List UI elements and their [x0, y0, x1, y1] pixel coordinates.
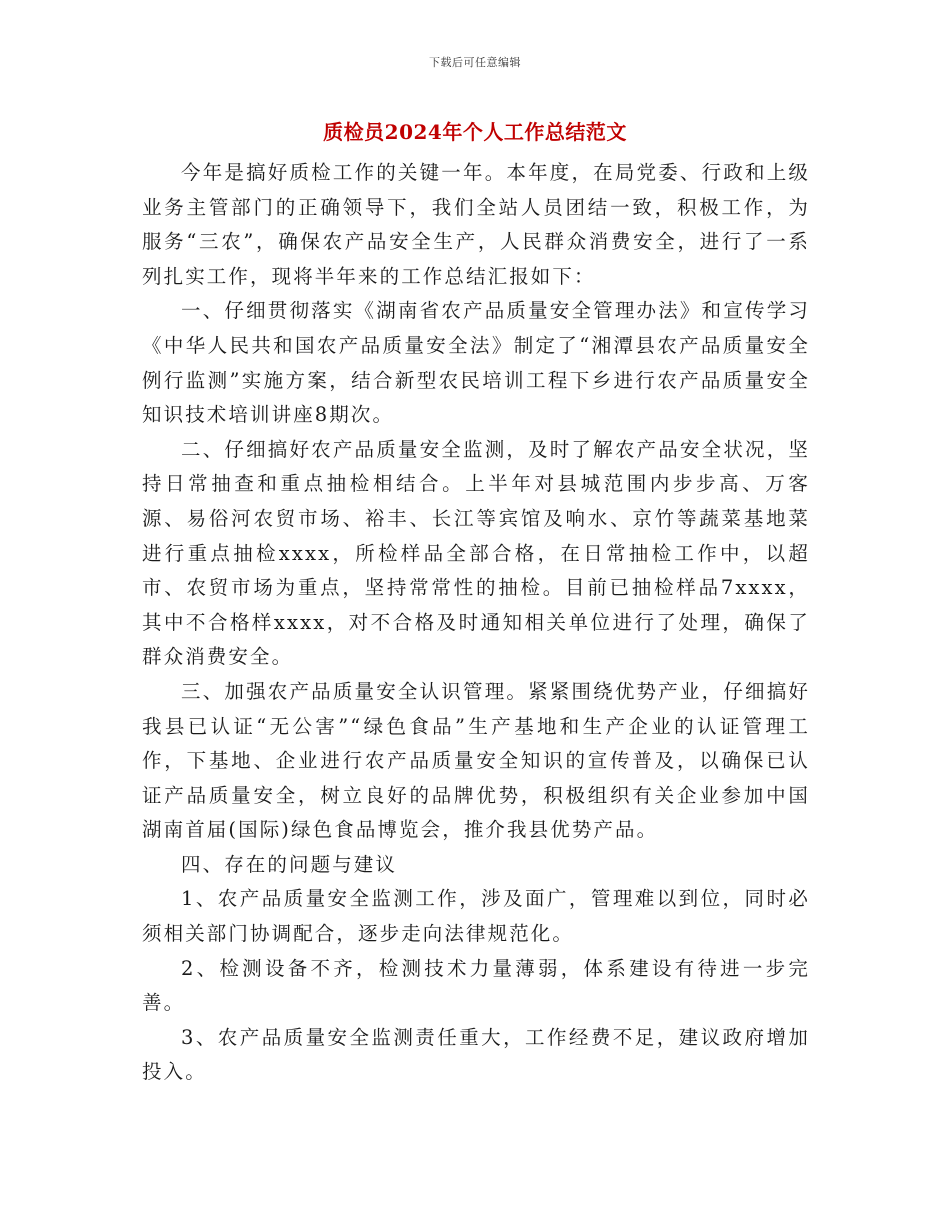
paragraph-suggestion-3: 3、农产品质量安全监测责任重大，工作经费不足，建议政府增加投入。: [142, 1025, 810, 1084]
paragraph-suggestion-2: 2、检测设备不齐，检测技术力量薄弱，体系建设有待进一步完善。: [142, 956, 810, 1015]
paragraph-section-2: 二、仔细搞好农产品质量安全监测，及时了解农产品安全状况，坚持日常抽查和重点抽检相结合。上半年对县城范围内步步高、万客源、易俗河农贸市场、裕丰、长江等宾馆及响水、京竹等蔬菜基地菜进行重点抽检xxxx，所检样品全部合格，在日常抽检工作中，以超市、农贸市场为重点，坚持常常性的抽检。目前已抽检样品7xxxx，其中不合格样xxxx，对不合格及时通知相关单位进行了处理，确保了群众消费安全。: [142, 437, 810, 669]
paragraph-intro: 今年是搞好质检工作的关键一年。本年度，在局党委、行政和上级业务主管部门的正确领导下，我们全站人员团结一致，积极工作，为服务“三农”，确保农产品安全生产，人民群众消费安全，进行了一系列扎实工作，现将半年来的工作总结汇报如下：: [142, 161, 810, 288]
paragraph-suggestion-1: 1、农产品质量安全监测工作，涉及面广，管理难以到位，同时必须相关部门协调配合，逐步走向法律规范化。: [142, 887, 810, 946]
header-note: 下载后可任意编辑: [429, 56, 521, 69]
document-title: 质检员2024年个人工作总结范文: [323, 120, 627, 144]
paragraph-section-3: 三、加强农产品质量安全认识管理。紧紧围绕优势产业，仔细搞好我县已认证“无公害”“绿色食品”生产基地和生产企业的认证管理工作，下基地、企业进行农产品质量安全知识的宣传普及，以确保已认证产品质量安全，树立良好的品牌优势，积极组织有关企业参加中国湖南首届(国际)绿色食品博览会，推介我县优势产品。: [142, 679, 810, 842]
paragraph-section-1: 一、仔细贯彻落实《湖南省农产品质量安全管理办法》和宣传学习《中华人民共和国农产品质量安全法》制定了“湘潭县农产品质量安全例行监测”实施方案，结合新型农民培训工程下乡进行农产品质量安全知识技术培训讲座8期次。: [142, 299, 810, 427]
paragraph-section-4-heading: 四、存在的问题与建议: [181, 852, 398, 876]
document-body: [142, 156, 810, 1090]
